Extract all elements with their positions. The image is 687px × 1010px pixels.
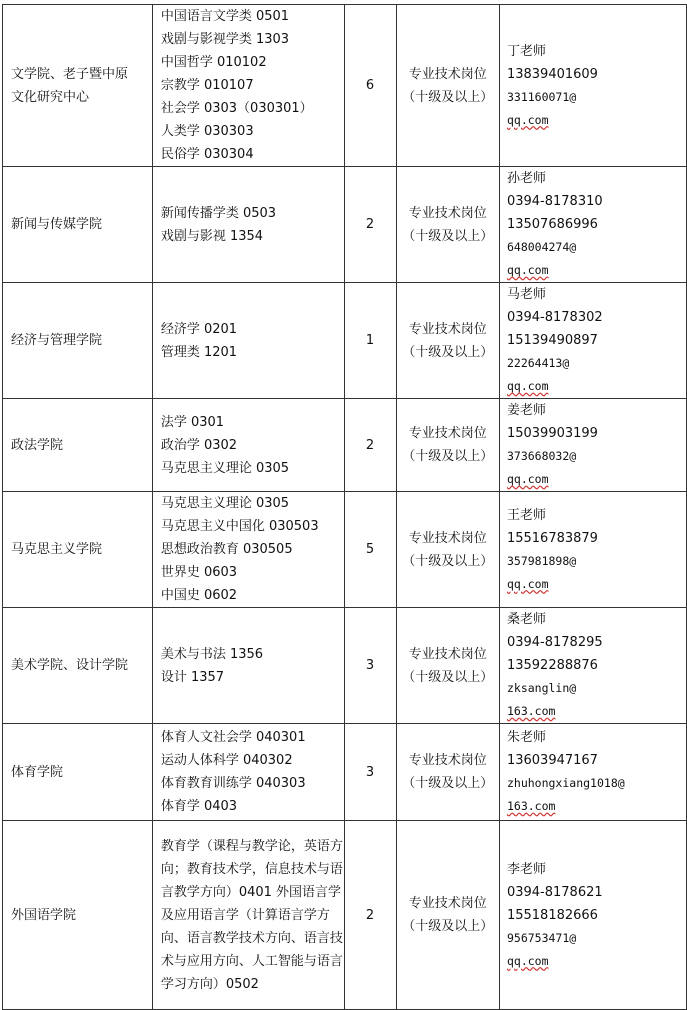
major-item: 法学 0301 xyxy=(160,414,225,430)
contact-cell xyxy=(499,724,686,821)
headcount-cell xyxy=(344,5,396,167)
contact-email[interactable] xyxy=(507,352,686,398)
contact-name: 丁老师 xyxy=(506,43,546,59)
position-type: （十级及以上） xyxy=(402,669,494,685)
majors-cell xyxy=(152,608,344,724)
contact-phone: 15039903199 xyxy=(506,426,598,441)
contact-phone: 15518182666 xyxy=(506,907,598,923)
major-item: 世界史 0603 xyxy=(160,565,238,580)
college-cell xyxy=(3,492,153,608)
major-item: 经济学 0201 xyxy=(160,321,238,337)
position-cell xyxy=(396,399,499,492)
headcount-cell xyxy=(344,492,396,608)
college-name: 政法学院 xyxy=(11,437,64,453)
majors-cell xyxy=(152,167,344,283)
major-item: 运动人体科学 040302 xyxy=(160,753,293,768)
college-cell xyxy=(3,724,153,821)
headcount: 3 xyxy=(365,764,375,780)
contact-cell xyxy=(499,167,686,283)
college-name: 新闻与传媒学院 xyxy=(11,217,103,232)
headcount: 5 xyxy=(365,542,375,557)
major-item: 体育人文社会学 040301 xyxy=(160,730,306,745)
email-user: 956753471@ xyxy=(506,930,577,945)
table-row xyxy=(3,724,687,821)
contact-cell xyxy=(499,5,686,167)
major-item: 社会学 0303（030301） xyxy=(160,101,313,116)
table-row xyxy=(3,399,687,492)
headcount-cell xyxy=(344,724,396,821)
contact-email[interactable] xyxy=(507,86,686,132)
major-item: 中国语言文学类 0501 xyxy=(160,9,290,24)
email-user: zksanglin@ xyxy=(506,681,577,695)
headcount: 2 xyxy=(365,217,375,232)
position-cell xyxy=(396,5,499,167)
headcount-cell xyxy=(344,608,396,724)
college-cell xyxy=(3,283,153,399)
contact-email[interactable] xyxy=(507,772,686,818)
major-item: 人类学 030303 xyxy=(160,124,254,139)
major-item: 思想政治教育 030505 xyxy=(160,542,293,557)
position-cell xyxy=(396,167,499,283)
college-name: 文学院、老子暨中原 xyxy=(11,66,129,82)
contact-name: 孙老师 xyxy=(506,171,546,186)
email-user: 331160071@ xyxy=(506,89,577,104)
email-domain: qq.com xyxy=(506,576,549,591)
position-type: 专业技术岗位 xyxy=(408,66,487,82)
headcount-cell xyxy=(344,399,396,492)
contact-name: 李老师 xyxy=(506,861,546,877)
major-item: 中国哲学 010102 xyxy=(160,55,267,70)
table-row xyxy=(3,283,687,399)
college-name: 经济与管理学院 xyxy=(11,333,103,348)
majors-cell xyxy=(152,283,344,399)
position-cell xyxy=(396,821,499,1010)
major-item: 民俗学 030304 xyxy=(160,147,254,162)
position-type: （十级及以上） xyxy=(402,919,494,934)
contact-cell xyxy=(499,283,686,399)
email-domain: qq.com xyxy=(506,379,549,393)
college-name: 美术学院、设计学院 xyxy=(11,658,129,673)
email-user: zhuhongxiang1018@ xyxy=(506,776,625,790)
position-type: 专业技术岗位 xyxy=(408,321,487,337)
contact-phone: 13592288876 xyxy=(506,658,598,673)
position-type: （十级及以上） xyxy=(402,553,494,569)
email-domain: qq.com xyxy=(506,472,549,486)
email-user: 357981898@ xyxy=(506,553,577,568)
position-type: （十级及以上） xyxy=(402,228,494,244)
table-row xyxy=(3,492,687,608)
table-row xyxy=(3,608,687,724)
contact-email[interactable] xyxy=(507,445,686,491)
headcount: 6 xyxy=(365,78,375,93)
contact-email[interactable] xyxy=(507,550,686,596)
major-item: 戏剧与影视 1354 xyxy=(160,228,264,244)
contact-phone: 0394-8178621 xyxy=(506,884,603,900)
major-item: 教育学（课程与教学论，英语方向；教育技术学，信息技术与语言教学方向）0401 外国语言学及应用语言学（计算语言学方向、语言教学技术方向、语言技术与应用方向、人工智能与语言学习方向）0502 xyxy=(160,838,343,992)
headcount: 3 xyxy=(365,658,375,673)
contact-phone: 0394-8178310 xyxy=(506,194,603,209)
majors-cell xyxy=(152,821,344,1010)
headcount: 1 xyxy=(365,333,375,348)
contact-phone: 13839401609 xyxy=(506,66,598,82)
position-type: 专业技术岗位 xyxy=(408,426,487,441)
college-name: 马克思主义学院 xyxy=(11,542,103,557)
email-domain: qq.com xyxy=(506,953,549,968)
majors-cell xyxy=(152,724,344,821)
major-item: 美术与书法 1356 xyxy=(160,646,264,662)
contact-cell xyxy=(499,492,686,608)
major-item: 设计 1357 xyxy=(160,669,225,685)
contact-phone: 0394-8178302 xyxy=(506,310,603,325)
majors-cell xyxy=(152,5,344,167)
position-cell xyxy=(396,492,499,608)
major-item: 中国史 0602 xyxy=(160,588,238,603)
majors-cell xyxy=(152,492,344,608)
contact-cell xyxy=(499,399,686,492)
major-item: 马克思主义理论 0305 xyxy=(160,496,290,511)
major-item: 新闻传播学类 0503 xyxy=(160,205,277,221)
contact-name: 朱老师 xyxy=(506,730,546,745)
table-row xyxy=(3,821,687,1010)
position-type: 专业技术岗位 xyxy=(408,530,487,546)
position-type: 专业技术岗位 xyxy=(408,205,487,221)
major-item: 马克思主义中国化 030503 xyxy=(160,519,319,534)
major-item: 体育教育训练学 040303 xyxy=(160,776,306,791)
college-name: 外国语学院 xyxy=(11,907,77,923)
headcount-cell xyxy=(344,167,396,283)
headcount: 2 xyxy=(365,907,375,923)
college-name: 体育学院 xyxy=(11,764,64,780)
headcount: 2 xyxy=(365,437,375,453)
college-cell xyxy=(3,167,153,283)
contact-phone: 15516783879 xyxy=(506,530,598,546)
position-type: 专业技术岗位 xyxy=(408,753,487,768)
position-cell xyxy=(396,724,499,821)
college-cell xyxy=(3,608,153,724)
major-item: 管理类 1201 xyxy=(160,344,238,360)
college-cell xyxy=(3,5,153,167)
position-type: （十级及以上） xyxy=(402,89,494,105)
position-type: （十级及以上） xyxy=(402,776,494,791)
contact-name: 姜老师 xyxy=(506,403,546,418)
contact-name: 王老师 xyxy=(506,507,546,523)
college-cell xyxy=(3,821,153,1010)
major-item: 马克思主义理论 0305 xyxy=(160,460,290,476)
position-type: （十级及以上） xyxy=(402,449,494,464)
contact-email[interactable] xyxy=(507,927,686,973)
email-domain: qq.com xyxy=(506,263,549,277)
contact-phone: 0394-8178295 xyxy=(506,635,603,650)
email-domain: 163.com xyxy=(506,704,556,718)
contact-phone: 15139490897 xyxy=(506,333,598,348)
position-cell xyxy=(396,608,499,724)
email-user: 648004274@ xyxy=(506,240,577,254)
contact-email[interactable] xyxy=(507,677,686,723)
contact-phone: 13603947167 xyxy=(506,753,598,768)
college-name: 文化研究中心 xyxy=(11,89,90,105)
headcount-cell xyxy=(344,283,396,399)
contact-phone: 13507686996 xyxy=(506,217,598,232)
college-cell xyxy=(3,399,153,492)
email-domain: qq.com xyxy=(506,112,549,127)
email-user: 22264413@ xyxy=(506,356,570,370)
position-type: （十级及以上） xyxy=(402,344,494,360)
position-cell xyxy=(396,283,499,399)
table-row xyxy=(3,167,687,283)
contact-name: 马老师 xyxy=(506,287,546,302)
table-row xyxy=(3,5,687,167)
contact-email[interactable] xyxy=(507,236,686,282)
contact-cell xyxy=(499,608,686,724)
recruitment-table xyxy=(2,4,687,1010)
major-item: 政治学 0302 xyxy=(160,437,238,453)
major-item: 宗教学 010107 xyxy=(160,78,254,93)
major-item: 体育学 0403 xyxy=(160,799,238,814)
email-user: 373668032@ xyxy=(506,449,577,463)
contact-cell xyxy=(499,821,686,1010)
contact-name: 桑老师 xyxy=(506,612,546,627)
position-type: 专业技术岗位 xyxy=(408,646,487,662)
headcount-cell xyxy=(344,821,396,1010)
major-item: 戏剧与影视学类 1303 xyxy=(160,32,290,47)
position-type: 专业技术岗位 xyxy=(408,896,487,911)
majors-cell xyxy=(152,399,344,492)
email-domain: 163.com xyxy=(506,799,556,813)
